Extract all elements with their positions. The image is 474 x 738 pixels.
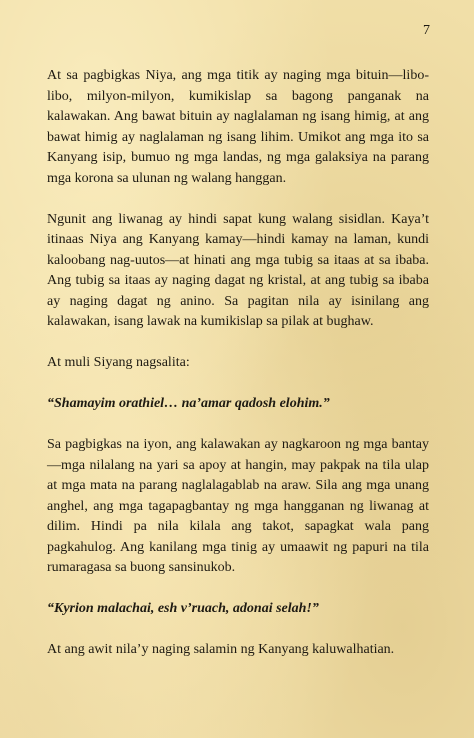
paragraph-waters: Ngunit ang liwanag ay hindi sapat kung walang sisidlan. Kaya’t itinaas Niya ang Kanyang kamay—hindi kamay na laman, kundi kaloobang nag-uutos—at hinati ang mga tubig sa itaas at sa ibaba. Ang tubig sa itaas ay naging dagat ng kristal, at ang tubig sa ibaba ay naging dagat ng anino. Sa pagitan nila ay isinilang ang kalawakan, isang lawak na kumikislap sa pilak at bughaw. [47,211,429,329]
paragraph-mirror: At ang awit nila’y naging salamin ng Kanyang kaluwalhatian. [47,642,395,657]
incantation-kyrion: “Kyrion malachai, esh v’ruach, adonai selah!” [47,601,319,616]
paragraph-angels: Sa pagbigkas na iyon, ang kalawakan ay nagkaroon ng mga bantay—mga nilalang na yari sa apoy at hangin, may pakpak na tila ulap at mga mata na parang naglalagablab na araw. Sila ang mga unang anghel, ang mga tagapagbantay ng mga hangganan ng liwanag at dilim. Hindi pa nila kilala ang takot, sapagkat wala pang pagkahulog. Ang kanilang mga tinig ay umaawit ng papuri na tila rumaragasa sa buong sansinukob. [47,437,429,575]
paragraph-stars: At sa pagbigkas Niya, ang mga titik ay naging mga bituin—libo-libo, milyon-milyon, kumikislap sa bagong panganak na kalawakan. Ang bawat bituin ay naglalaman ng isang himig, at ang bawat himig ay naglalaman ng isang lihim. Umikot ang mga ito sa Kanyang isip, bumuo ng mga landas, ng mga galaksiya na parang mga korona sa ulunan ng walang hanggan. [47,68,429,186]
page-number: 7 [423,23,430,38]
incantation-shamayim: “Shamayim orathiel… na’amar qadosh elohim.” [47,396,330,411]
page-body [47,66,429,681]
paragraph-spoke-again: At muli Siyang nagsalita: [47,355,190,370]
